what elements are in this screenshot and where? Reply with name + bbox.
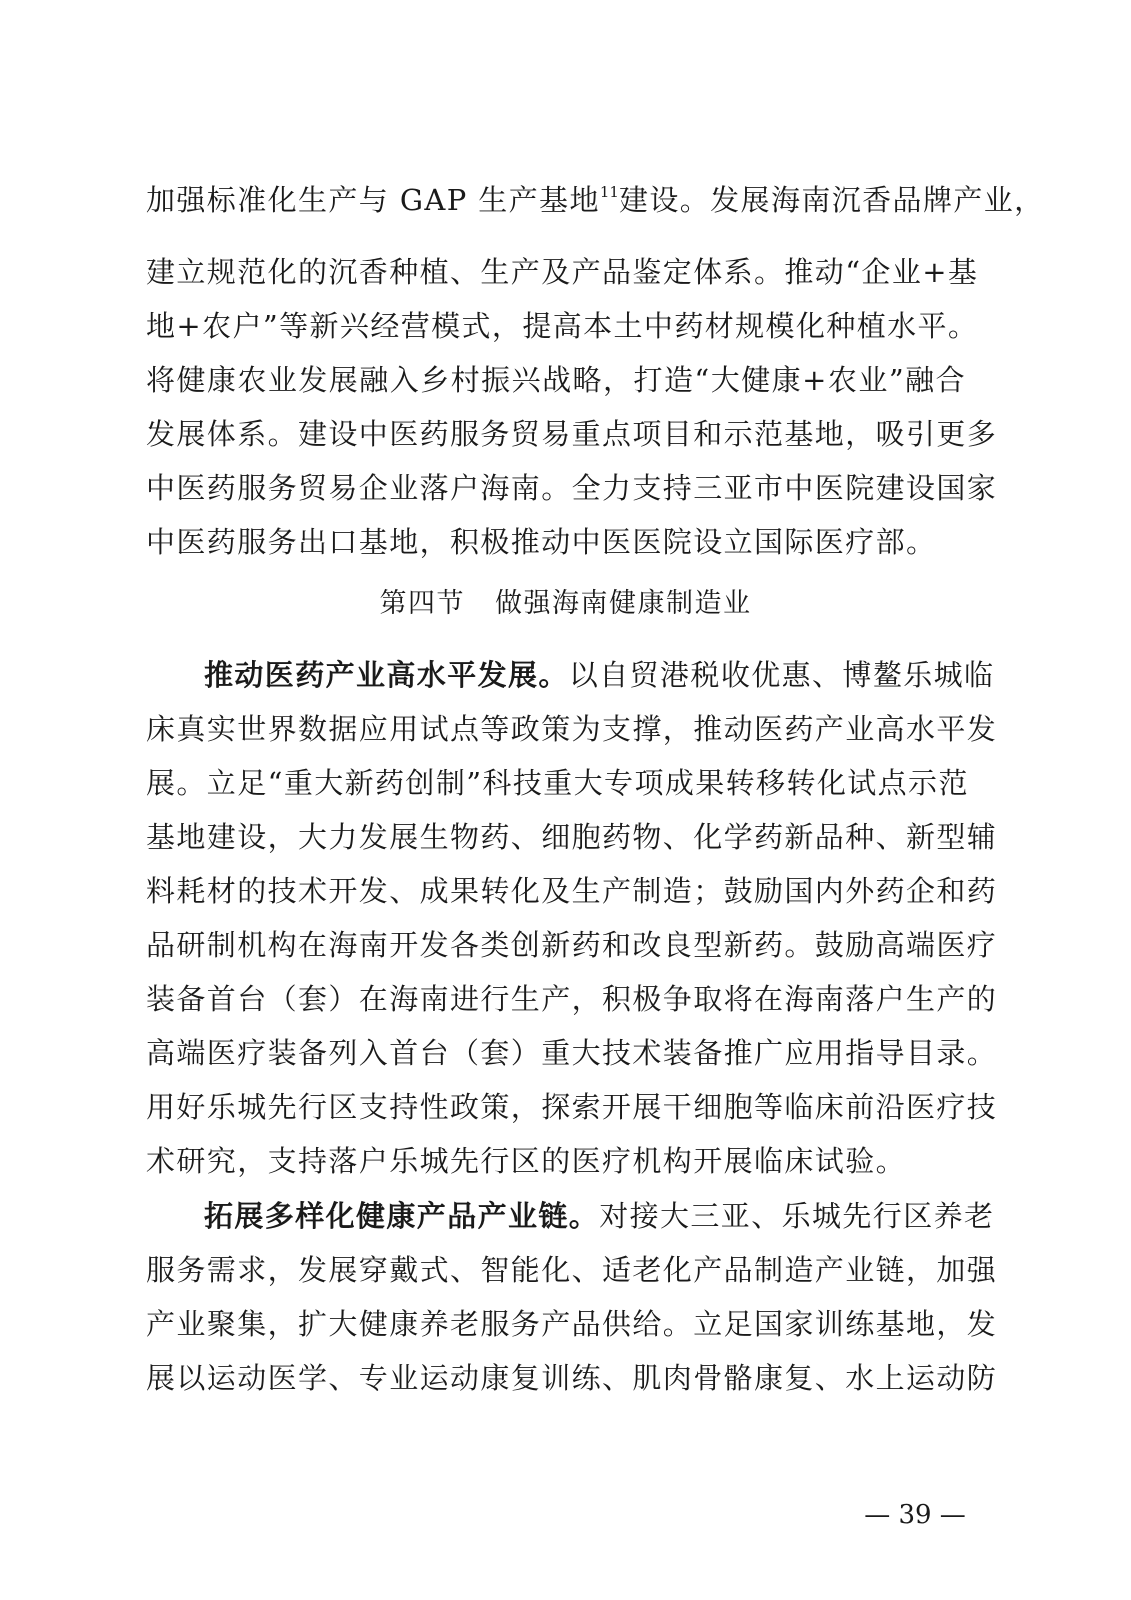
section-heading [0,584,1131,624]
text-line: 将健康农业发展融入乡村振兴战略，打造“大健康+农业”融合 [146,363,966,397]
text-line: 中医药服务出口基地，积极推动中医医院设立国际医疗部。 [146,525,937,559]
text-line: 装备首台（套）在海南进行生产，积极争取将在海南落户生产的 [146,982,998,1016]
text-line: 用好乐城先行区支持性政策，探索开展干细胞等临床前沿医疗技 [146,1090,998,1124]
text-line: 展。立足“重大新药创制”科技重大专项成果转移转化试点示范 [146,766,969,800]
footnote-marker: 11 [599,183,619,201]
text-line: 基地建设，大力发展生物药、细胞药物、化学药新品种、新型辅 [146,820,998,854]
text-line: 展以运动医学、专业运动康复训练、肌肉骨骼康复、水上运动防 [146,1361,998,1395]
text-line: 料耗材的技术开发、成果转化及生产制造；鼓励国内外药企和药 [146,874,998,908]
text-segment: 加强标准化生产与 GAP 生产基地 [146,183,600,217]
text-segment: 对接大三亚、乐城先行区养老 [599,1199,995,1233]
page-number: — 39 — [864,1500,966,1530]
section-title: 做强海南健康制造业 [495,588,752,619]
text-line: 建立规范化的沉香种植、生产及产品鉴定体系。推动“企业+基 [146,255,979,289]
text-segment: 以自贸港税收优惠、博鳌乐城临 [568,658,995,692]
text-line: 地+农户”等新兴经营模式，提高本土中药材规模化种植水平。 [146,309,979,343]
text-segment: 建设。发展海南沉香品牌产业， [618,183,1045,217]
text-line: 床真实世界数据应用试点等政策为支撑，推动医药产业高水平发 [146,712,998,746]
paragraph-first-line [204,655,995,695]
text-line: 术研究，支持落户乐城先行区的医疗机构开展临床试验。 [146,1144,907,1178]
paragraph-first-line [204,1196,995,1236]
paragraph-lead: 推动医药产业高水平发展。 [204,658,569,692]
text-line: 发展体系。建设中医药服务贸易重点项目和示范基地，吸引更多 [146,417,998,451]
section-number: 第四节 [379,588,465,619]
paragraph-lead: 拓展多样化健康产品产业链。 [204,1199,600,1233]
text-line [146,180,1045,220]
text-line: 品研制机构在海南开发各类创新药和改良型新药。鼓励高端医疗 [146,928,998,962]
text-line: 中医药服务贸易企业落户海南。全力支持三亚市中医院建设国家 [146,471,998,505]
text-line: 服务需求，发展穿戴式、智能化、适老化产品制造产业链，加强 [146,1253,998,1287]
text-line: 高端医疗装备列入首台（套）重大技术装备推广应用指导目录。 [146,1036,998,1070]
text-line: 产业聚集，扩大健康养老服务产品供给。立足国家训练基地，发 [146,1307,998,1341]
